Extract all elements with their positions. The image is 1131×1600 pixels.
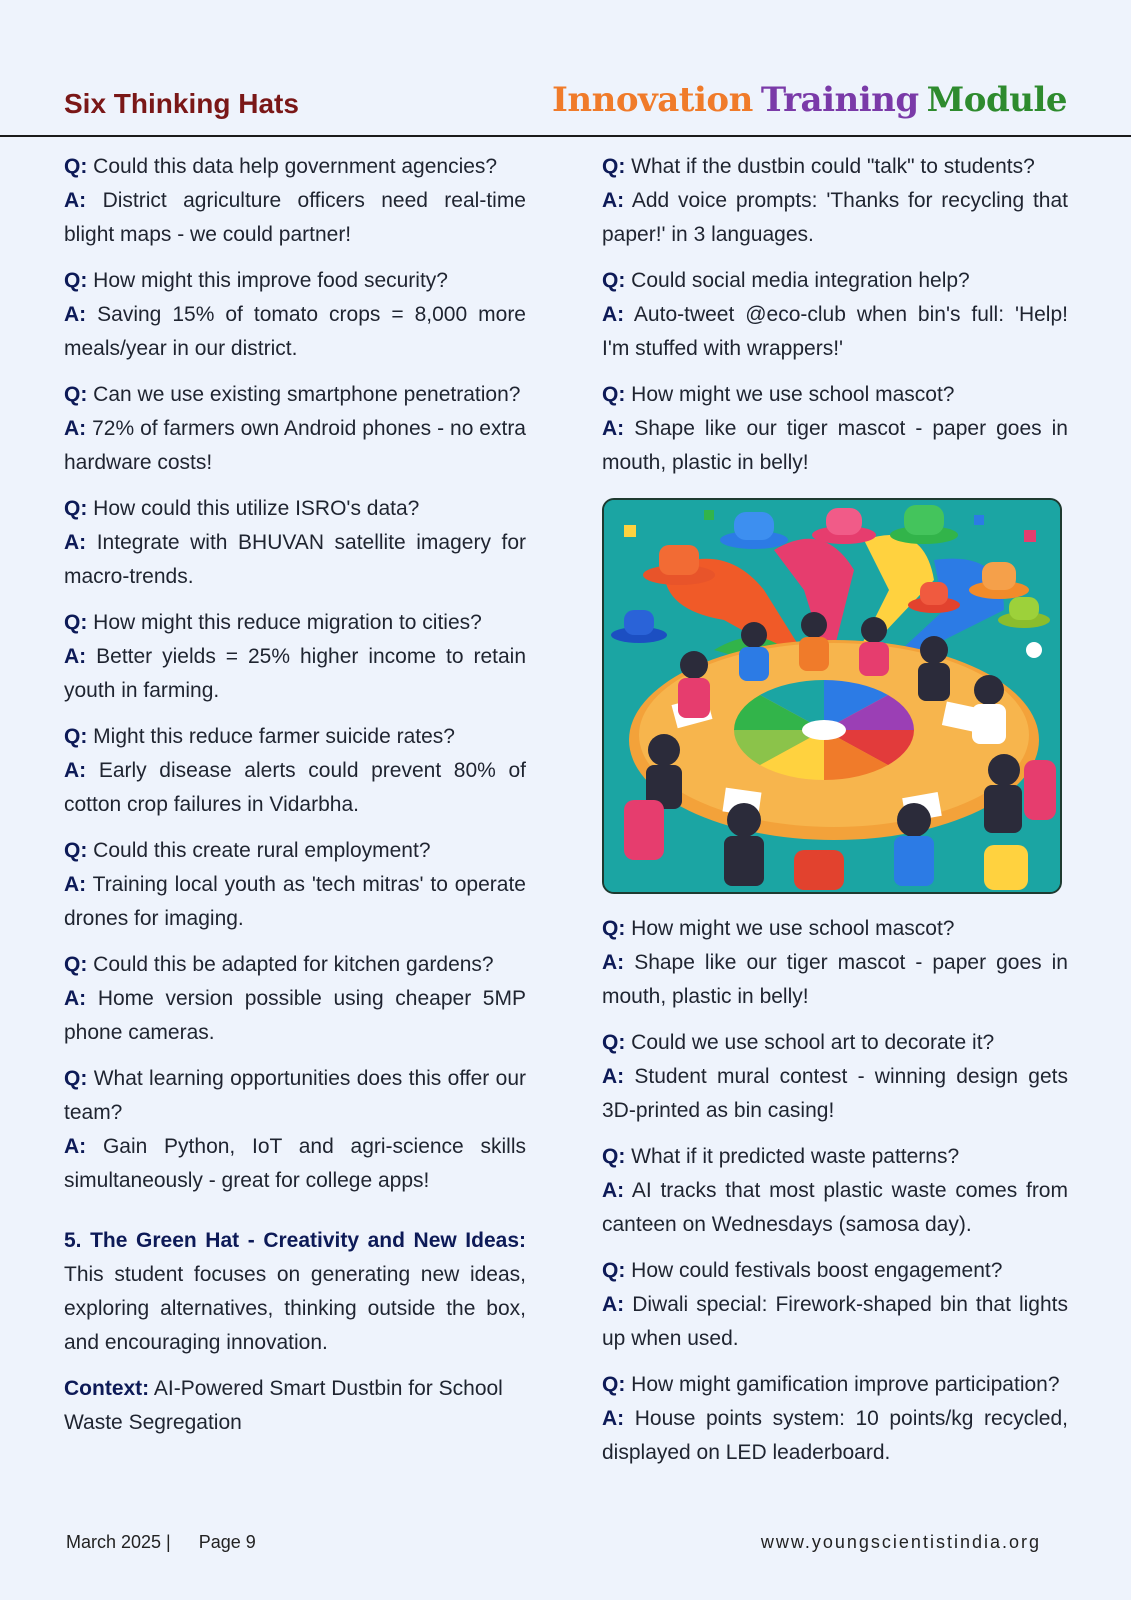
answer [64,412,526,480]
qa-item [602,1026,1068,1128]
answer-text: Early disease alerts could prevent 80% of cotton crop failures in Vidarbha. [64,759,526,816]
answer-label: A: [64,417,87,440]
six-hats-illustration [602,498,1062,894]
question-text: Can we use existing smartphone penetration? [93,383,521,406]
question [602,150,1068,184]
section-heading: 5. The Green Hat - Creativity and New Ideas: [64,1229,526,1252]
qa-item [602,1368,1068,1470]
answer-text: House points system: 10 points/kg recycled, displayed on LED leaderboard. [602,1407,1068,1464]
question-text: Might this reduce farmer suicide rates? [93,725,455,748]
question-label: Q: [602,1145,626,1168]
question-text: Could this data help government agencies? [93,155,498,178]
question-text: Could this be adapted for kitchen gardens? [93,953,494,976]
question-text: How could this utilize ISRO's data? [93,497,420,520]
answer-text: Add voice prompts: 'Thanks for recycling that paper!' in 3 languages. [602,189,1068,246]
illustration-svg [604,500,1060,892]
question-label: Q: [602,269,626,292]
question-label: Q: [602,383,626,406]
answer-text: Home version possible using cheaper 5MP phone cameras. [64,987,526,1044]
answer [602,1060,1068,1128]
question-text: How might we use school mascot? [631,917,955,940]
qa-item [602,378,1068,480]
answer [64,982,526,1050]
question-label: Q: [64,839,88,862]
answer-label: A: [64,531,87,554]
question-label: Q: [64,383,88,406]
qa-item [602,150,1068,252]
answer-label: A: [64,189,87,212]
answer-label: A: [602,1179,625,1202]
answer-label: A: [64,645,87,668]
question [64,492,526,526]
qa-item [64,492,526,594]
qa-item [64,720,526,822]
right-qa-list-bottom [602,912,1068,1470]
right-column [602,150,1068,1482]
answer-text: Diwali special: Firework-shaped bin that lights up when used. [602,1293,1068,1350]
question [64,606,526,640]
question-text: What if it predicted waste patterns? [631,1145,960,1168]
answer-label: A: [602,303,625,326]
question-label: Q: [64,725,88,748]
left-qa-list [64,150,526,1198]
question-label: Q: [602,1259,626,1282]
question-label: Q: [602,1373,626,1396]
question [602,1368,1068,1402]
header-word-1: Innovation [551,80,753,120]
answer-text: Auto-tweet @eco-club when bin's full: 'Help! I'm stuffed with wrappers!' [602,303,1068,360]
question [602,1140,1068,1174]
question [64,948,526,982]
qa-item [64,1062,526,1198]
answer-label: A: [64,759,87,782]
answer [602,298,1068,366]
question-label: Q: [602,917,626,940]
question [64,834,526,868]
qa-item [602,1254,1068,1356]
qa-item [64,606,526,708]
question [64,264,526,298]
header-word-2: Training [760,80,919,120]
question-label: Q: [64,269,88,292]
question-label: Q: [602,155,626,178]
answer-text: Student mural contest - winning design gets 3D-printed as bin casing! [602,1065,1068,1122]
header-right-title [552,80,1067,120]
green-hat-paragraph [64,1224,526,1360]
question-label: Q: [64,1067,88,1090]
question-text: How could festivals boost engagement? [631,1259,1003,1282]
question [64,1062,526,1130]
answer-text: Shape like our tiger mascot - paper goes in mouth, plastic in belly! [602,951,1068,1008]
answer-label: A: [602,189,625,212]
answer-text: Gain Python, IoT and agri-science skills simultaneously - great for college apps! [64,1135,526,1192]
qa-item [64,834,526,936]
footer-left [66,1532,284,1553]
question [64,150,526,184]
answer-label: A: [602,1293,625,1316]
context-text: AI-Powered Smart Dustbin for School Waste Segregation [64,1377,503,1434]
qa-item [64,150,526,252]
qa-item [64,264,526,366]
answer [64,184,526,252]
answer-label: A: [602,1407,625,1430]
answer [64,298,526,366]
question [602,1254,1068,1288]
answer-text: Integrate with BHUVAN satellite imagery for macro-trends. [64,531,526,588]
question-text: Could this create rural employment? [93,839,431,862]
footer-page: Page 9 [198,1532,256,1552]
answer-label: A: [602,417,625,440]
page-header [0,0,1131,137]
answer [64,868,526,936]
question-label: Q: [602,1031,626,1054]
answer [602,1402,1068,1470]
answer-text: 72% of farmers own Android phones - no extra hardware costs! [64,417,526,474]
question-text: How might this improve food security? [93,269,448,292]
question-text: How might gamification improve participation? [631,1373,1060,1396]
section-text: This student focuses on generating new ideas, exploring alternatives, thinking outside the box, and encouraging innovation. [64,1263,526,1354]
answer [602,1174,1068,1242]
question [602,1026,1068,1060]
footer-date: March 2025 | [66,1532,171,1552]
question-label: Q: [64,497,88,520]
footer-website: www.youngscientistindia.org [760,1532,1041,1552]
question [602,378,1068,412]
answer [602,184,1068,252]
right-qa-list-top [602,150,1068,480]
qa-item [64,948,526,1050]
answer-label: A: [64,1135,87,1158]
question [64,378,526,412]
question-label: Q: [64,155,88,178]
answer-text: Training local youth as 'tech mitras' to operate drones for imaging. [64,873,526,930]
question-text: Could we use school art to decorate it? [631,1031,995,1054]
question-text: Could social media integration help? [631,269,970,292]
answer-text: Shape like our tiger mascot - paper goes in mouth, plastic in belly! [602,417,1068,474]
question [64,720,526,754]
question-text: What learning opportunities does this offer our team? [64,1067,526,1124]
context-paragraph [64,1372,526,1440]
question-label: Q: [64,611,88,634]
answer-label: A: [64,987,87,1010]
answer-label: A: [64,303,87,326]
answer-text: AI tracks that most plastic waste comes from canteen on Wednesdays (samosa day). [602,1179,1068,1236]
header-word-3: Module [926,80,1067,120]
answer-text: District agriculture officers need real-time blight maps - we could partner! [64,189,526,246]
answer [64,526,526,594]
answer [64,1130,526,1198]
left-column [64,150,526,1440]
question-text: What if the dustbin could "talk" to students? [631,155,1035,178]
answer-text: Better yields = 25% higher income to retain youth in farming. [64,645,526,702]
question [602,264,1068,298]
question-label: Q: [64,953,88,976]
answer-text: Saving 15% of tomato crops = 8,000 more meals/year in our district. [64,303,526,360]
header-left-title: Six Thinking Hats [64,88,299,119]
answer [64,754,526,822]
question-text: How might we use school mascot? [631,383,955,406]
answer [602,412,1068,480]
qa-item [602,264,1068,366]
answer-label: A: [64,873,87,896]
answer [602,1288,1068,1356]
question-text: How might this reduce migration to cities? [93,611,482,634]
answer-label: A: [602,1065,625,1088]
context-label: Context: [64,1377,150,1400]
qa-item [602,912,1068,1014]
answer [64,640,526,708]
answer-label: A: [602,951,625,974]
question [602,912,1068,946]
qa-item [64,378,526,480]
answer [602,946,1068,1014]
qa-item [602,1140,1068,1242]
